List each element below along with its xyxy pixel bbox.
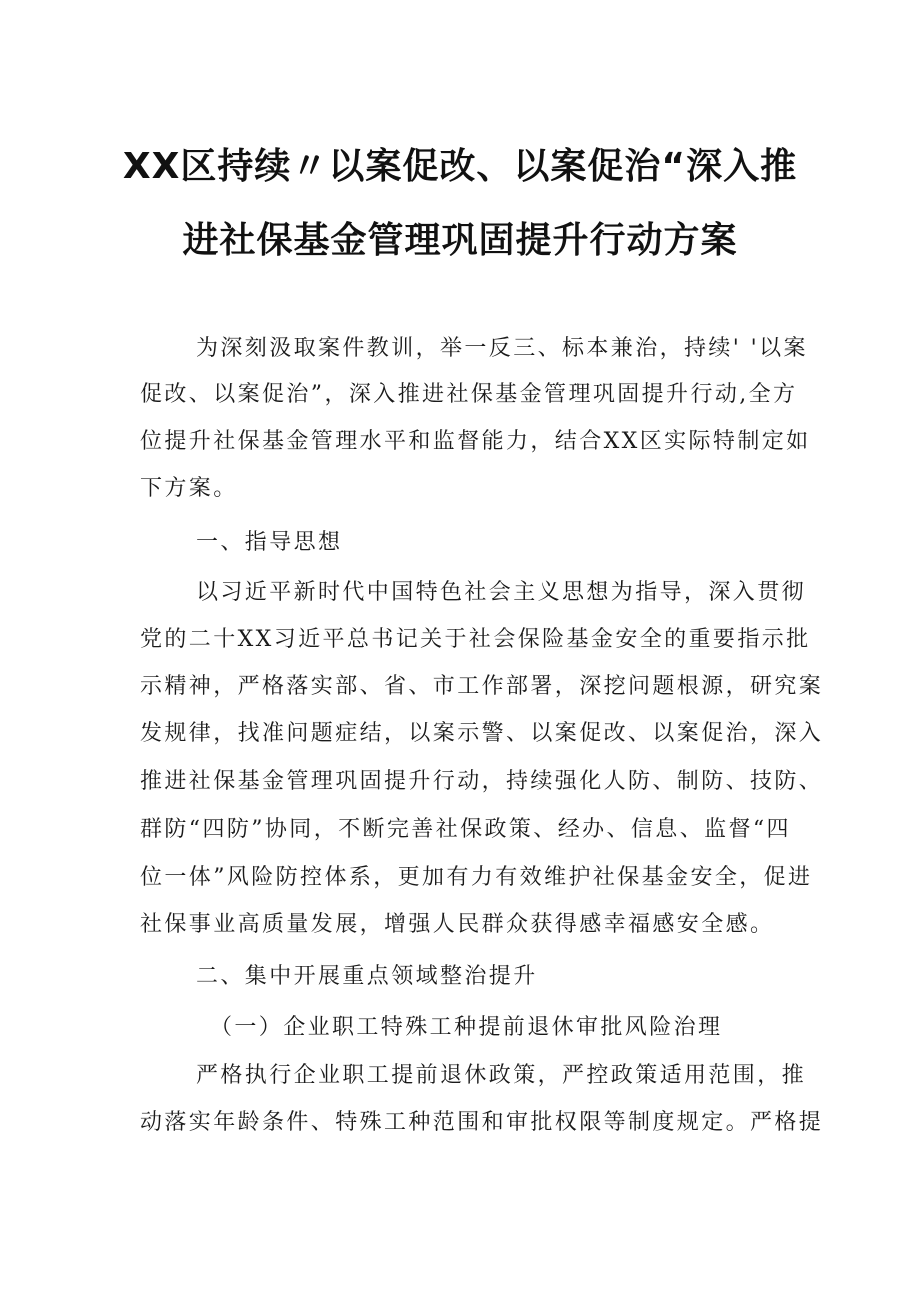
section-2-subheading: （一）企业职工特殊工种提前退休审批风险治理 — [210, 1015, 723, 1040]
section-1-line-3: 示精神，严格落实部、省、市工作部署，深挖问题根源，研究案 — [140, 674, 824, 699]
section-2-line-2: 动落实年龄条件、特殊工种范围和审批权限等制度规定。严格提 — [140, 1110, 824, 1135]
section-1-line-4: 发规律，找准问题症结，以案示警、以案促改、以案促治，深入 — [140, 721, 824, 746]
section-2-line-1: 严格执行企业职工提前退休政策，严控政策适用范围，推 — [196, 1063, 807, 1088]
section-1-line-5: 推进社保基金管理巩固提升行动，持续强化人防、制防、技防、 — [140, 769, 824, 794]
intro-line-3: 位提升社保基金管理水平和监督能力，结合XX区实际特制定如 — [140, 429, 811, 454]
section-1-line-8: 社保事业高质量发展，增强人民群众获得感幸福感安全感。 — [140, 912, 775, 937]
section-1-line-1: 以习近平新时代中国特色社会主义思想为指导，深入贯彻 — [196, 580, 807, 605]
section-1-line-2: 党的二十XX习近平总书记关于社会保险基金安全的重要指示批 — [140, 627, 811, 652]
section-1-line-6: 群防“四防”协同，不断完善社保政策、经办、信息、监督“四 — [140, 817, 791, 842]
document-title-line-1: XX区持续〃以案促改、以案促治“深入推 — [122, 146, 798, 187]
intro-line-2: 促改、以案促治”，深入推进社保基金管理巩固提升行动,全方 — [140, 382, 798, 407]
section-1-line-7: 位一体”风险防控体系，更加有力有效维护社保基金安全，促进 — [140, 865, 813, 890]
section-1-heading: 一、指导思想 — [196, 530, 343, 555]
section-2-heading: 二、集中开展重点领域整治提升 — [196, 964, 538, 989]
intro-line-4: 下方案。 — [140, 476, 238, 501]
intro-line-1: 为深刻汲取案件教训，举一反三、标本兼治，持续' '以案 — [196, 336, 808, 361]
document-title-line-2: 进社保基金管理巩固提升行动方案 — [182, 220, 738, 261]
